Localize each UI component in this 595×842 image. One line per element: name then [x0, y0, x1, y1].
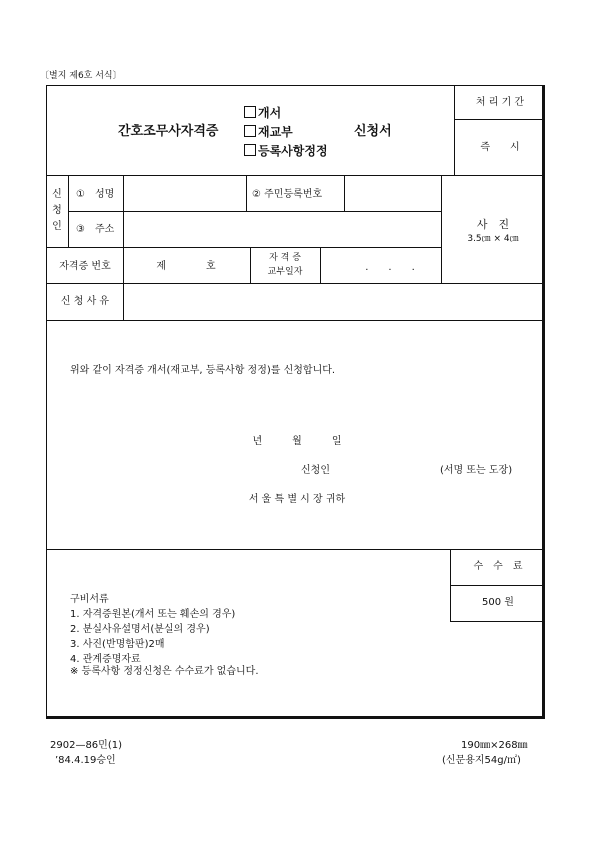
processing-label: 처 리 기 간 — [475, 97, 525, 108]
fee-value: 500 원 — [482, 597, 514, 608]
issue-date-label-1: 자 격 증 — [269, 253, 301, 263]
divider — [454, 85, 455, 175]
option-correction: 등록사항정정 — [244, 144, 328, 157]
divider — [46, 549, 545, 550]
photo-label: 사 진 — [476, 218, 510, 231]
divider — [441, 175, 442, 283]
divider — [68, 211, 441, 212]
photo-size: 3.5㎝ × 4㎝ — [467, 234, 519, 244]
divider — [46, 175, 545, 176]
footer-approval: ’84.4.19승인 — [55, 755, 116, 766]
applicant-label-1: 신 — [52, 189, 62, 200]
license-number-field[interactable]: 제 호 — [156, 261, 216, 272]
statement: 위와 같이 자격증 개서(재교부, 등록사항 정정)를 신청합니다. — [70, 365, 336, 376]
document-item: 2. 분실사유설명서(분실의 경우) — [70, 624, 210, 635]
reason-label: 신 청 사 유 — [60, 296, 110, 307]
form-title-suffix: 신청서 — [354, 124, 392, 139]
divider — [46, 283, 545, 284]
form-code: 〔별지 제6호 서식〕 — [40, 71, 122, 81]
divider — [46, 320, 545, 321]
divider — [46, 247, 441, 248]
checkbox-icon[interactable] — [244, 106, 256, 118]
documents-title: 구비서류 — [70, 594, 109, 605]
divider — [320, 247, 321, 283]
divider — [454, 119, 545, 120]
addressee: 서 울 특 별 시 장 귀하 — [248, 494, 346, 505]
form-title: 간호조무사자격증 — [118, 124, 219, 139]
rrn-label: ② 주민등록번호 — [252, 189, 323, 200]
document-item: 1. 자격증원본(개서 또는 훼손의 경우) — [70, 609, 236, 620]
footer-paper-type: (신문용지54g/㎡) — [442, 755, 521, 766]
name-label: ① 성명 — [76, 189, 115, 200]
document-item: 3. 사진(반명함판)2매 — [70, 639, 165, 650]
option-reissuance: 재교부 — [244, 125, 293, 138]
footer-paper-size: 190㎜×268㎜ — [461, 740, 528, 751]
document-item: 4. 관계증명자료 — [70, 654, 141, 665]
checkbox-icon[interactable] — [244, 144, 256, 156]
divider — [450, 621, 545, 622]
divider — [250, 247, 251, 283]
issue-date-label-2: 교부일자 — [267, 267, 303, 277]
divider — [246, 175, 247, 211]
applicant-label-3: 인 — [52, 221, 62, 232]
footer-code: 2902—86민(1) — [50, 740, 122, 751]
applicant-sign-label: 신청인 — [301, 465, 330, 476]
fee-label: 수 수 료 — [473, 561, 523, 572]
license-number-label: 자격증 번호 — [59, 261, 111, 272]
date-line: 년 월 일 — [252, 436, 342, 447]
issue-date-field[interactable]: . . . — [365, 262, 415, 273]
divider — [344, 175, 345, 211]
processing-value: 즉 시 — [480, 142, 520, 153]
option-reissue-text: 개서 — [244, 106, 281, 119]
sign-note: (서명 또는 도장) — [440, 465, 513, 476]
address-label: ③ 주소 — [76, 224, 115, 235]
checkbox-icon[interactable] — [244, 125, 256, 137]
document-note: ※ 등록사항 정정신청은 수수료가 없습니다. — [70, 666, 259, 677]
applicant-label-2: 청 — [52, 205, 62, 216]
divider — [450, 585, 545, 586]
